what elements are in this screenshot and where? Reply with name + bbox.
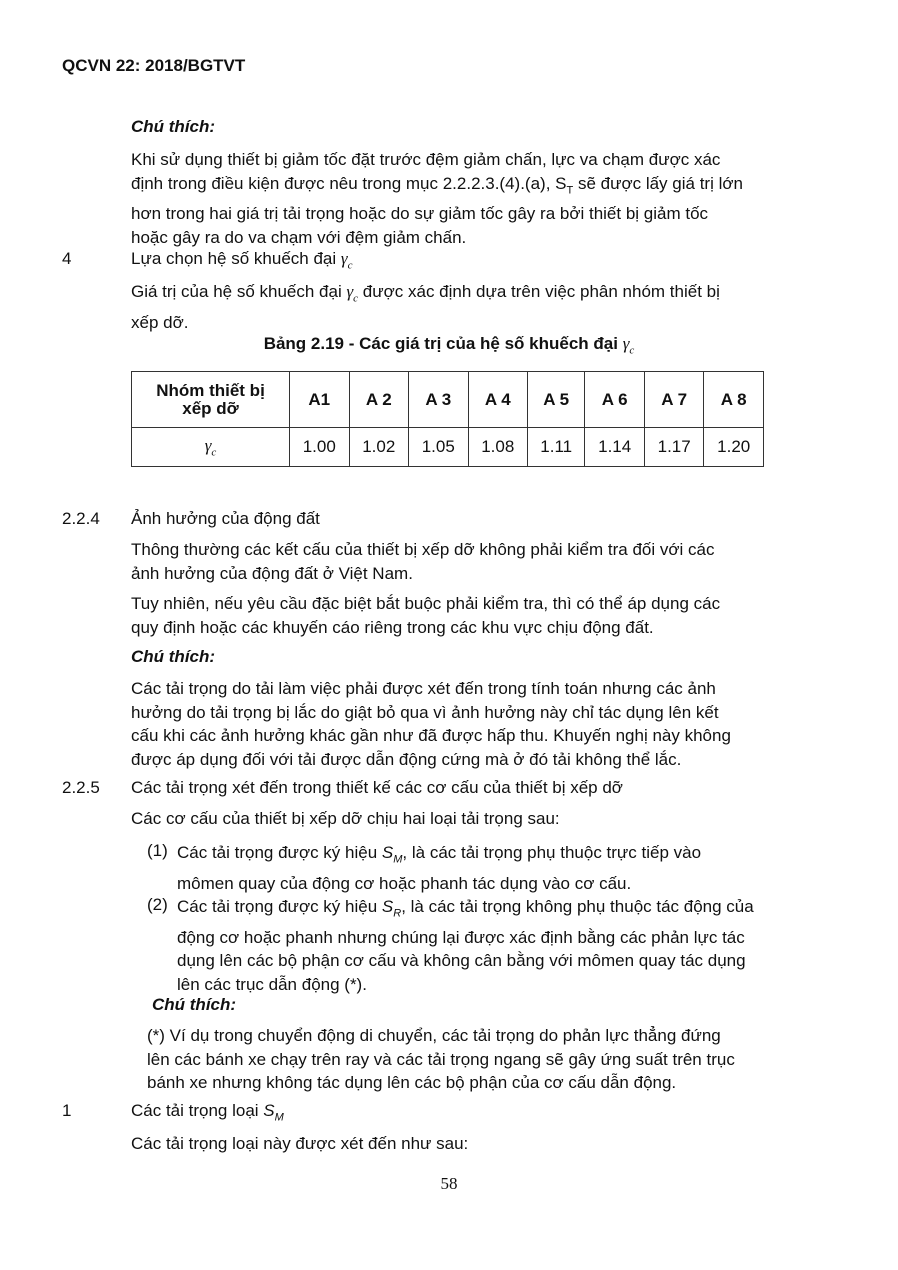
item-title: Các tải trọng loại $S_M$	[131, 1101, 284, 1124]
table-header-cell: A 6	[585, 372, 645, 428]
table-header-cell: A 3	[409, 372, 469, 428]
table-header-cell: A 4	[468, 372, 528, 428]
table-cell: 1.14	[585, 428, 645, 467]
list-marker: (2)	[147, 895, 168, 914]
table-header-cell: A 2	[349, 372, 409, 428]
table-row	[132, 372, 764, 428]
table-cell: 1.05	[409, 428, 469, 467]
table-cell: 1.00	[290, 428, 350, 467]
table-cell: 1.02	[349, 428, 409, 467]
note-body	[131, 148, 782, 249]
paragraph: Các tải trọng loại này được xét đến như sau:	[131, 1134, 469, 1153]
list-item: Các tải trọng được ký hiệu $S_R$, là các tải trọng không phụ thuộc tác động của động cơ hoặc phanh nhưng chúng lại được xác định bằng các phản lực tác dụng lên các bộ phận cơ cấu và không cân bằng với mômen quay tác dụng lên các trục dẫn động (*).	[177, 897, 754, 994]
gamma-table	[131, 371, 764, 467]
table-header-cell: A 5	[528, 372, 585, 428]
table-cell: 1.17	[644, 428, 704, 467]
note-title: Chú thích:	[152, 995, 237, 1014]
note-line: hoặc gây ra do va chạm với đệm giảm chấn.	[131, 227, 467, 247]
note-line: hơn trong hai giá trị tải trọng hoặc do sự giảm tốc gây ra bởi thiết bị giảm tốc	[131, 204, 709, 224]
section-number: 2.2.5	[62, 778, 100, 797]
note-body: (*) Ví dụ trong chuyển động di chuyển, các tải trọng do phản lực thẳng đứng lên các bánh xe chạy trên ray và các tải trọng ngang sẽ gây ứng suất trên trục bánh xe nhưng không tác dụng lên các bộ phận của cơ cấu dẫn động.	[147, 1026, 735, 1092]
item-number: 4	[62, 249, 72, 268]
note-title: Chú thích:	[131, 647, 216, 666]
note-body: Các tải trọng do tải làm việc phải được xét đến trong tính toán nhưng các ảnh hưởng do tải trọng bị lắc do giật bỏ qua vì ảnh hưởng này chỉ tác dụng lên kết cấu khi các ảnh hưởng khác gần như đã được hấp thu. Khuyến nghị này không được áp dụng đối với tải được dẫn động cứng mà ở đó tải không thể lắc.	[131, 679, 731, 769]
table-caption: Bảng 2.19 - Các giá trị của hệ số khuếch đại $\gamma_c$	[263, 334, 635, 357]
table-cell: 1.20	[704, 428, 764, 467]
list-marker: (1)	[147, 841, 168, 860]
table-cell: $\gamma_c$	[132, 428, 290, 467]
table-cell: 1.08	[468, 428, 528, 467]
item-text: Giá trị của hệ số khuếch đại $\gamma_c$ được xác định dựa trên việc phân nhóm thiết bị xếp dỡ.	[131, 282, 720, 332]
section-number: 2.2.4	[62, 509, 100, 528]
section-title: Ảnh hưởng của động đất	[131, 509, 320, 528]
item-number: 1	[62, 1101, 72, 1120]
note-title: Chú thích:	[131, 117, 216, 136]
paragraph: Các cơ cấu của thiết bị xếp dỡ chịu hai loại tải trọng sau:	[131, 809, 560, 828]
table-header-cell: A 8	[704, 372, 764, 428]
table-header-cell: A1	[290, 372, 350, 428]
section-title: Các tải trọng xét đến trong thiết kế các cơ cấu của thiết bị xếp dỡ	[131, 778, 623, 797]
table-header-cell: A 7	[644, 372, 704, 428]
paragraph: Thông thường các kết cấu của thiết bị xếp dỡ không phải kiểm tra đối với các ảnh hưởng của động đất ở Việt Nam.	[131, 540, 715, 583]
table-cell: 1.11	[528, 428, 585, 467]
item-title: Lựa chọn hệ số khuếch đại $\gamma_c$	[131, 249, 353, 272]
note-line: định trong điều kiện được nêu trong mục 2.2.2.3.(4).(a), $S_T$ sẽ được lấy giá trị lớn	[131, 173, 743, 196]
note-line: Khi sử dụng thiết bị giảm tốc đặt trước đệm giảm chấn, lực va chạm được xác	[131, 150, 721, 169]
table-header-cell: Nhóm thiết bị xếp dỡ	[132, 372, 290, 428]
paragraph: Tuy nhiên, nếu yêu cầu đặc biệt bắt buộc phải kiểm tra, thì có thể áp dụng các quy định hoặc các khuyến cáo riêng trong các khu vực chịu động đất.	[131, 594, 721, 637]
table-row	[132, 428, 764, 467]
list-item: Các tải trọng được ký hiệu $S_M$, là các tải trọng phụ thuộc trực tiếp vào mômen quay của động cơ hoặc phanh tác dụng vào cơ cấu.	[177, 843, 702, 893]
document-header: QCVN 22: 2018/BGTVT	[62, 56, 246, 75]
page-number: 58	[440, 1174, 458, 1193]
